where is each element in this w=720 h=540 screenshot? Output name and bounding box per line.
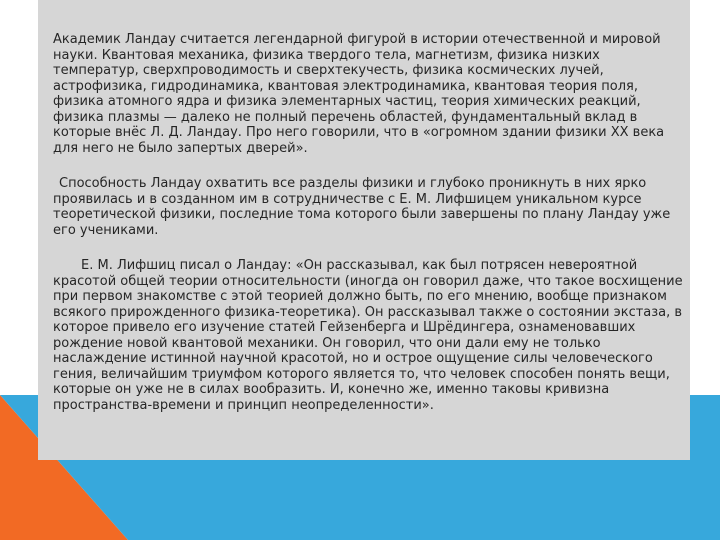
paragraph-quote: Е. М. Лифшиц писал о Ландау: «Он рассказывал, как был потрясен невероятной красотой общей теории относительности (иногда он говорил даже, что такое восхищение при первом знакомстве с этой теорией должно быть, по его мнению, вообще признаком всякого прирожденного физика-теоретика). Он рассказывал также о состоянии экстаза, в которое привело его изучение статей Гейзенберга и Шрёдингера, ознаменовавших рождение новой квантовой механики. Он говорил, что они дали ему не только наслаждение истинной научной красотой, но и острое ощущение силы человеческого гения, величайшим триумфом которого является то, что человек способен понять вещи, которые он уже не в силах вообразить. И, конечно же, именно таковы кривизна пространства-времени и принцип неопределенности». <box>53 258 683 413</box>
text-body <box>53 32 685 413</box>
paragraph-course: Способность Ландау охватить все разделы физики и глубоко проникнуть в них ярко проявилась и в созданном им в сотрудничестве с Е. М. Лифшицем уникальном курсе теоретической физики, последние тома которого были завершены по плану Ландау уже его учениками. <box>53 176 671 238</box>
paragraph-intro: Академик Ландау считается легендарной фигурой в истории отечественной и мировой науки. Квантовая механика, физика твердого тела, магнетизм, физика низких температур, сверхпроводимость и сверхтекучесть, физика космических лучей, астрофизика, гидродинамика, квантовая электродинамика, квантовая теория поля, физика атомного ядра и физика элементарных частиц, теория химических реакций, физика плазмы — далеко не полный перечень областей, фундаментальный вклад в которые внёс Л. Д. Ландау. Про него говорили, что в «огромном здании физики XX века для него не было запертых дверей». <box>53 32 665 156</box>
